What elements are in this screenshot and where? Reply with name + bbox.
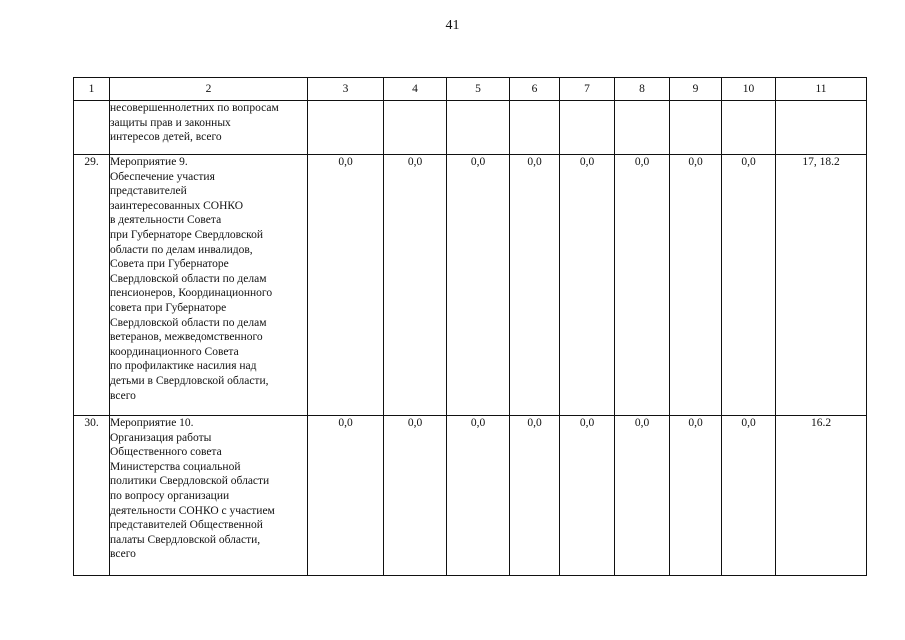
value-cell — [447, 101, 510, 155]
value-cell: 0,0 — [670, 155, 722, 416]
table-row — [74, 155, 867, 416]
row-number: 29. — [74, 155, 110, 416]
row-name: Мероприятие 9. Обеспечение участия представителей заинтересованных СОНКО в деятельности Совета при Губернаторе Свердловской области по делам инвалидов, Совета при Губернаторе Свердловской области по делам пенсионеров, Координационного совета при Губернаторе Свердловской области по делам ветеранов, межведомственного координационного Совета по профилактике насилия над детьми в Свердловской области, всего — [110, 155, 308, 416]
value-cell: 0,0 — [615, 155, 670, 416]
value-cell: 0,0 — [615, 416, 670, 576]
value-cell: 0,0 — [670, 416, 722, 576]
value-cell — [615, 101, 670, 155]
reference-cell: 16.2 — [776, 416, 867, 576]
value-cell: 0,0 — [447, 416, 510, 576]
reference-cell — [776, 101, 867, 155]
row-number: 30. — [74, 416, 110, 576]
value-cell — [560, 101, 615, 155]
value-cell: 0,0 — [308, 416, 384, 576]
value-cell: 0,0 — [560, 416, 615, 576]
column-header: 6 — [510, 78, 560, 101]
column-header: 7 — [560, 78, 615, 101]
column-header: 8 — [615, 78, 670, 101]
value-cell — [308, 101, 384, 155]
row-name: Мероприятие 10. Организация работы Общественного совета Министерства социальной политики Свердловской области по вопросу организации деятельности СОНКО с участием представителей Общественной палаты Свердловской области, всего — [110, 416, 308, 576]
reference-cell: 17, 18.2 — [776, 155, 867, 416]
value-cell: 0,0 — [447, 155, 510, 416]
table-row — [74, 101, 867, 155]
program-table — [73, 77, 867, 576]
value-cell: 0,0 — [510, 155, 560, 416]
value-cell: 0,0 — [384, 155, 447, 416]
value-cell: 0,0 — [384, 416, 447, 576]
value-cell: 0,0 — [560, 155, 615, 416]
value-cell: 0,0 — [510, 416, 560, 576]
value-cell — [722, 101, 776, 155]
column-header: 4 — [384, 78, 447, 101]
header-row — [74, 78, 867, 101]
row-name: несовершеннолетних по вопросам защиты прав и законных интересов детей, всего — [110, 101, 308, 155]
column-header: 1 — [74, 78, 110, 101]
value-cell — [384, 101, 447, 155]
column-header: 11 — [776, 78, 867, 101]
column-header: 3 — [308, 78, 384, 101]
value-cell: 0,0 — [308, 155, 384, 416]
value-cell — [670, 101, 722, 155]
page-number: 41 — [445, 18, 460, 33]
table-row — [74, 416, 867, 576]
column-header: 5 — [447, 78, 510, 101]
row-number — [74, 101, 110, 155]
column-header: 2 — [110, 78, 308, 101]
value-cell — [510, 101, 560, 155]
column-header: 10 — [722, 78, 776, 101]
value-cell: 0,0 — [722, 155, 776, 416]
value-cell: 0,0 — [722, 416, 776, 576]
column-header: 9 — [670, 78, 722, 101]
